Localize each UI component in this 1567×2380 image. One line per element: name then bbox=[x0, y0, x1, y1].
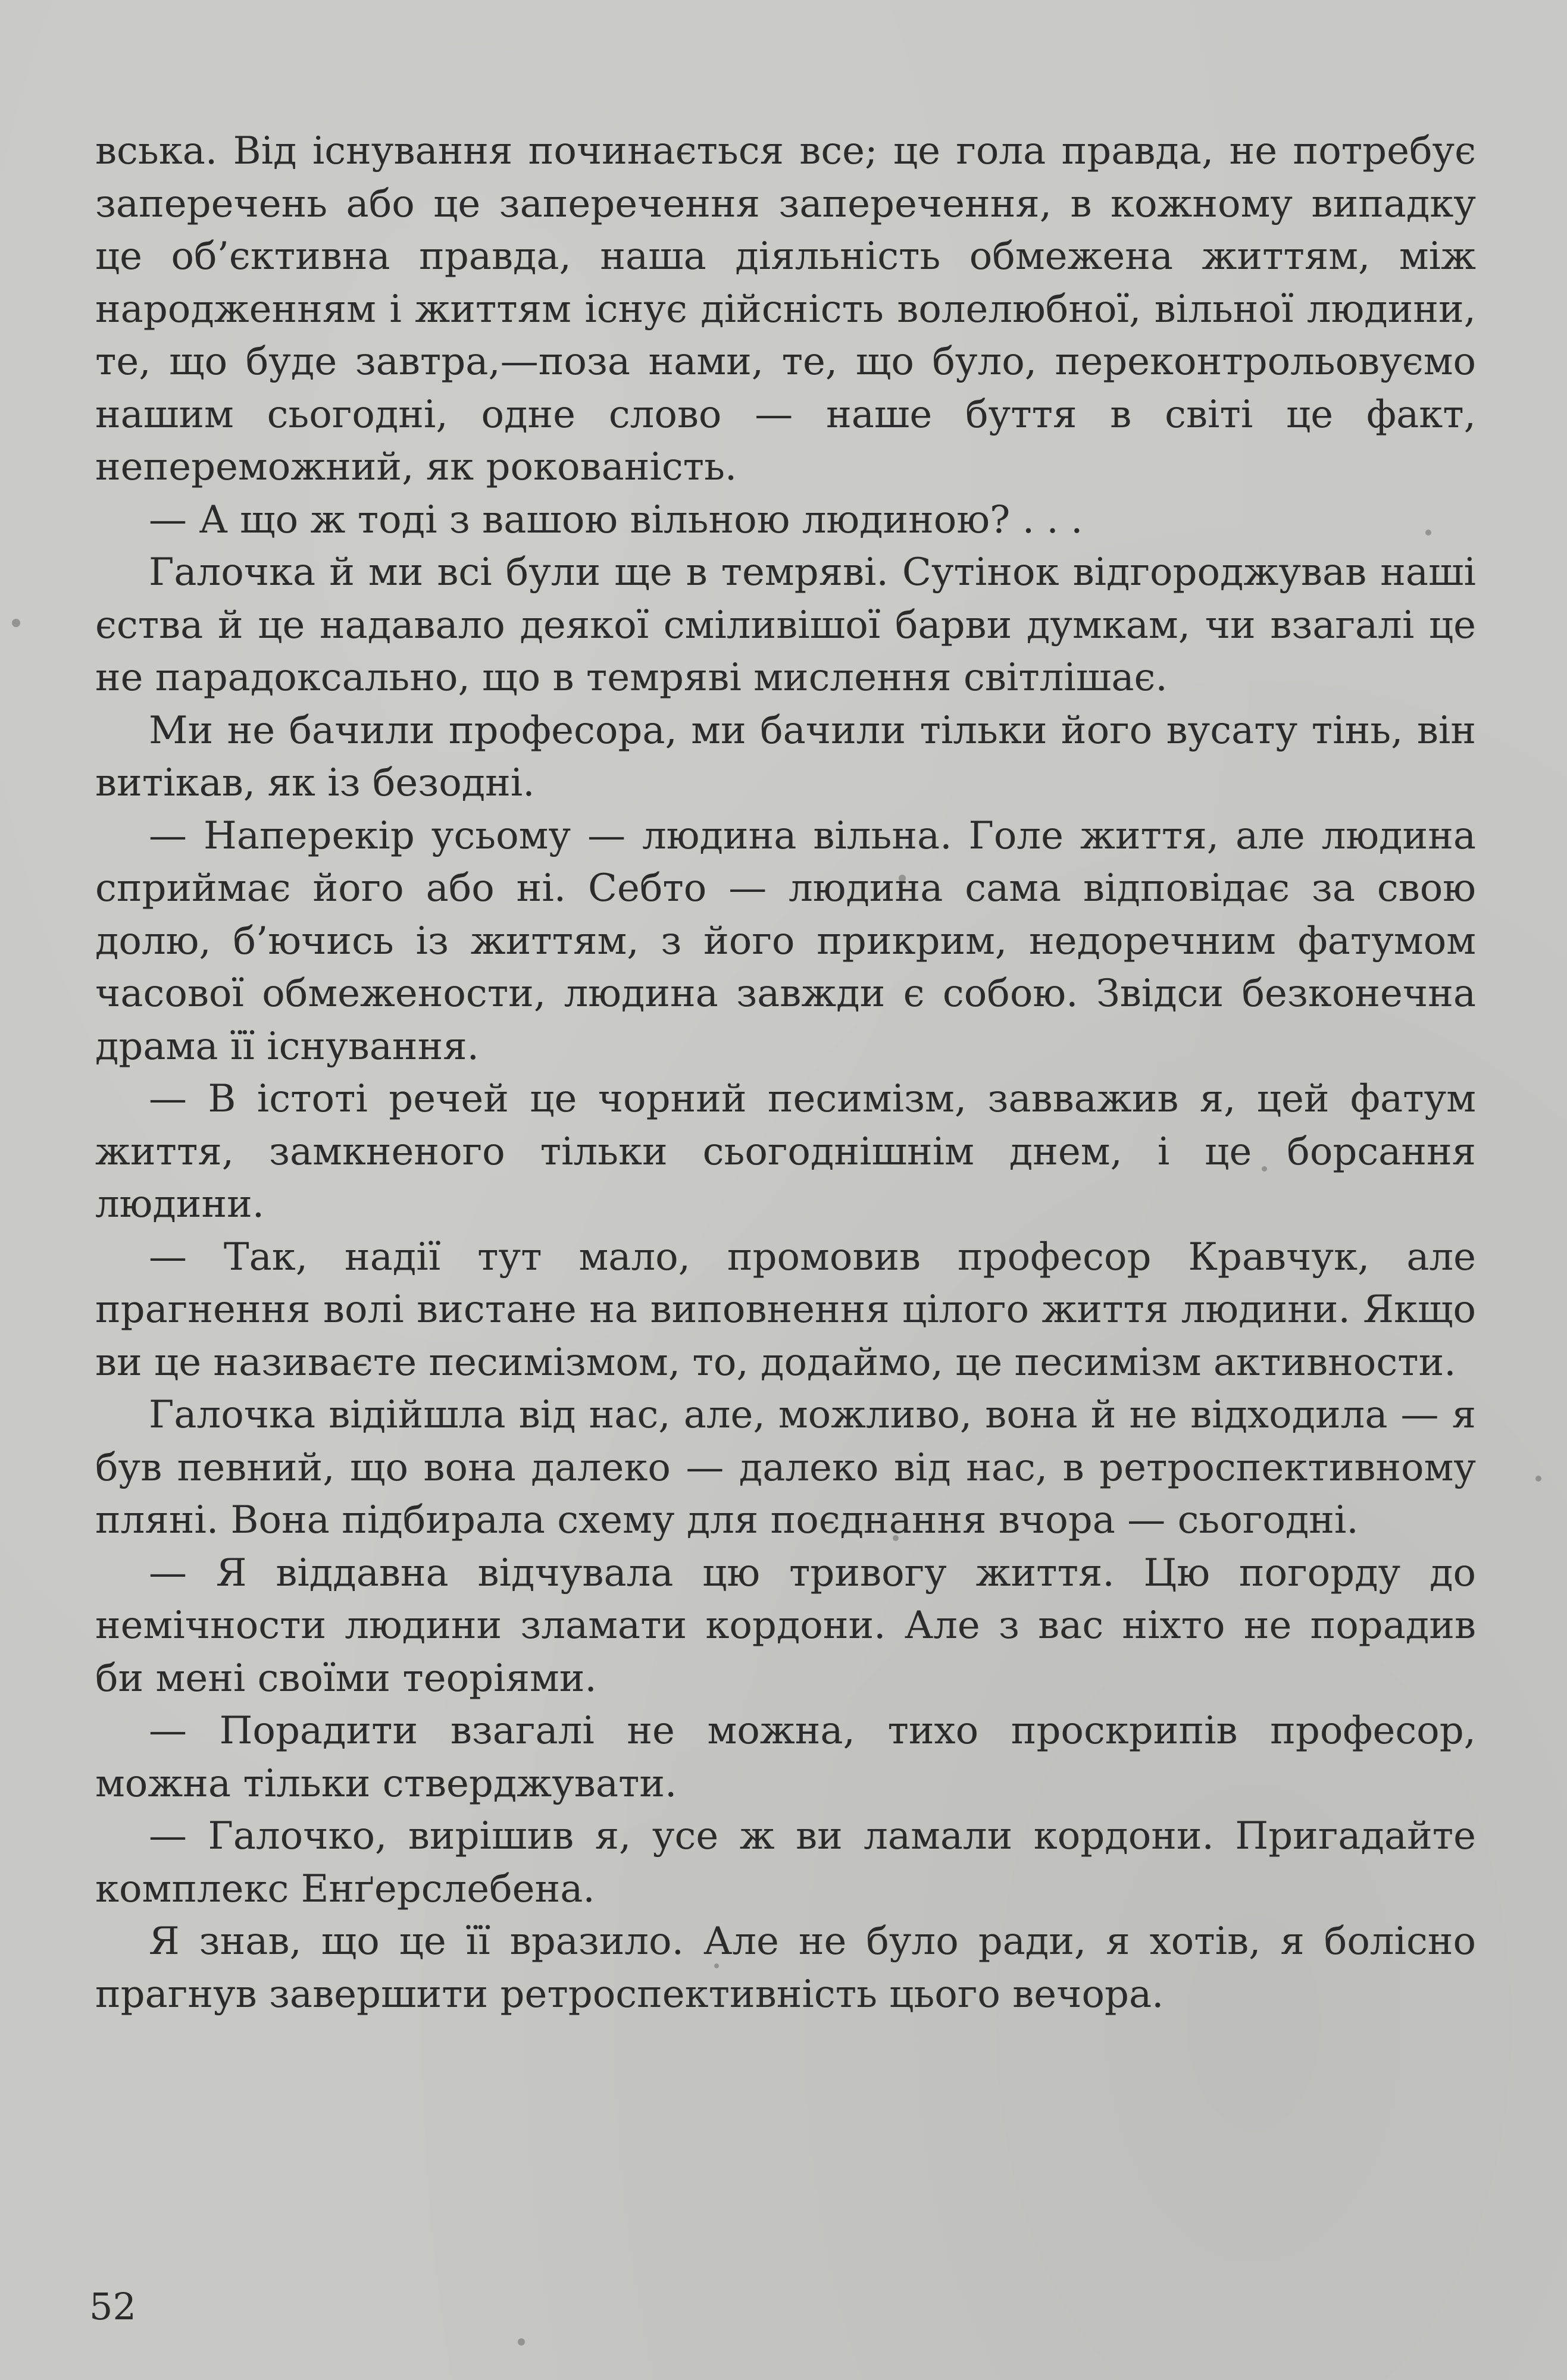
page-number: 52 bbox=[89, 2285, 136, 2328]
paragraph-3: Галочка й ми всі були ще в темряві. Сутінок відгороджував наші єства й це надавало деякої сміливішої барви думкам, чи взагалі це не парадоксально, що в темряві мислення світлішає. bbox=[95, 550, 1476, 700]
scan-speck bbox=[1262, 1166, 1267, 1172]
paragraph-1: вська. Від існування починається все; це гола правда, не потребує заперечень або це заперечення заперечення, в кожному випадку це об’єктивна правда, наша діяльність обмежена життям, між народженням і життям існує дійсність волелюбної, вільної людини, те, що буде завтра,—поза нами, те, що було, переконтрольовуємо нашим сьогодні, одне слово — наше буття в світі це факт, непереможний, як рокованість. bbox=[95, 129, 1476, 489]
scan-speck bbox=[899, 875, 906, 882]
paragraph-9: — Я віддавна відчувала цю тривогу життя. Цю погорду до немічности людини зламати кордони. Але з вас ніхто не порадив би мені своїми теоріями. bbox=[95, 1551, 1476, 1701]
paragraph-8: Галочка відійшла від нас, але, можливо, вона й не відходила — я був певний, що вона далеко — далеко від нас, в ретроспективному пляні. Вона підбирала схему для поєднання вчора — сьогодні. bbox=[95, 1393, 1476, 1542]
paragraph-5: — Наперекір усьому — людина вільна. Голе життя, але людина сприймає його або ні. Себто — людина сама відповідає за свою долю, б’ючись із життям, з його прикрим, недоречним фатумом часової обмежености, людина завжди є собою. Звідси безконечна драма її існування. bbox=[95, 813, 1476, 1069]
paragraph-10: — Порадити взагалі не можна, тихо проскрипів професор, можна тільки стверджувати. bbox=[95, 1709, 1476, 1806]
body-text bbox=[95, 125, 1476, 2021]
scan-speck bbox=[1425, 530, 1431, 536]
scan-speck bbox=[714, 1964, 719, 1968]
paragraph-11: — Галочко, вирішив я, усе ж ви ламали кордони. Пригадайте комплекс Енґерслебена. bbox=[95, 1814, 1476, 1911]
paragraph-4: Ми не бачили професора, ми бачили тільки його вусату тінь, він витікав, як із безодні. bbox=[95, 708, 1476, 805]
paragraph-2: — А що ж тоді з вашою вільною людиною? . . . bbox=[149, 497, 1083, 542]
paragraph-12: Я знав, що це її вразило. Але не було ради, я хотів, я болісно прагнув завершити ретроспективність цього вечора. bbox=[95, 1919, 1476, 2016]
paragraph-7: — Так, надії тут мало, промовив професор Кравчук, але прагнення волі вистане на виповнення цілого життя людини. Якщо ви це називаєте песимізмом, то, додаймо, це песимізм активности. bbox=[95, 1235, 1476, 1385]
scan-speck bbox=[1535, 1476, 1541, 1482]
scan-speck bbox=[12, 619, 20, 627]
paragraph-6: — В істоті речей це чорний песимізм, завважив я, цей фатум життя, замкненого тільки сьогоднішнім днем, і це борсання людини. bbox=[95, 1077, 1476, 1226]
scan-speck bbox=[518, 2338, 525, 2345]
scan-speck bbox=[893, 1535, 899, 1541]
